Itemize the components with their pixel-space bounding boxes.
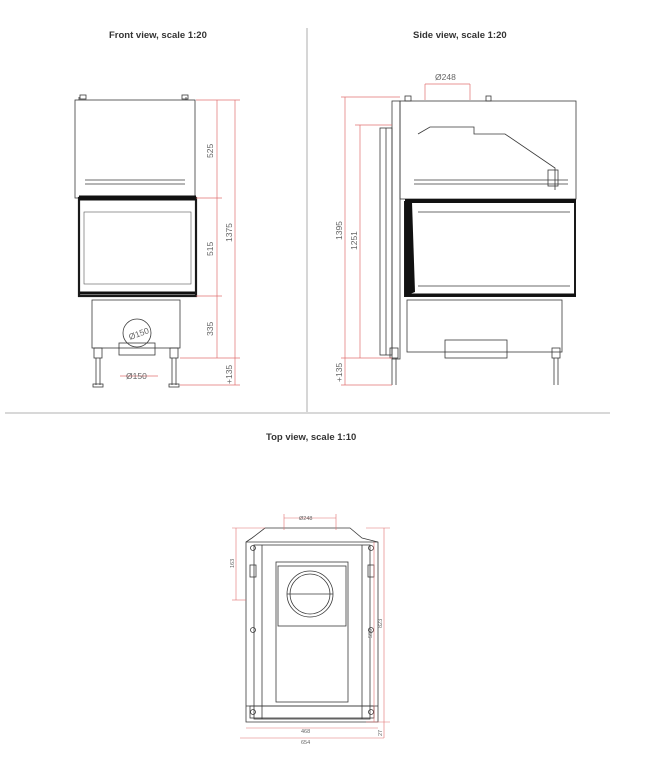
front-dim-515: 515 <box>205 241 215 256</box>
view-dividers <box>5 28 610 413</box>
front-dim-outlet: Ø150 <box>126 371 147 381</box>
top-dim-654: 654 <box>301 740 311 746</box>
front-dim-525: 525 <box>205 143 215 158</box>
front-dim-335: 335 <box>205 321 215 336</box>
front-dim-flue: Ø150 <box>127 325 151 342</box>
front-view <box>75 95 196 387</box>
top-view-title: Top view, scale 1:10 <box>266 432 357 443</box>
top-dim-flue: Ø248 <box>299 516 313 522</box>
top-dim-27: 27 <box>378 729 384 736</box>
top-inner-firebox <box>276 562 348 702</box>
front-view-title: Front view, scale 1:20 <box>109 30 207 41</box>
front-base <box>92 300 180 348</box>
side-dim-1251: 1251 <box>349 231 359 250</box>
top-view <box>246 528 378 722</box>
side-base <box>407 300 562 352</box>
top-dim-163: 163 <box>230 558 236 568</box>
top-dim-468: 468 <box>301 729 311 735</box>
front-glass-frame <box>79 198 196 296</box>
side-view <box>380 96 576 385</box>
top-outline <box>246 528 378 722</box>
top-dim-590: 590 <box>368 628 374 638</box>
front-dim-1375: 1375 <box>224 223 234 242</box>
side-glass-frame <box>405 202 575 296</box>
side-view-title: Side view, scale 1:20 <box>413 30 507 41</box>
top-dim-823: 823 <box>378 618 384 628</box>
side-dim-1395: 1395 <box>334 221 344 240</box>
front-dim-leg: +135 <box>224 364 234 384</box>
side-dim-leg: +135 <box>334 362 344 382</box>
side-dim-flue: Ø248 <box>435 72 456 82</box>
front-hood <box>75 100 195 198</box>
